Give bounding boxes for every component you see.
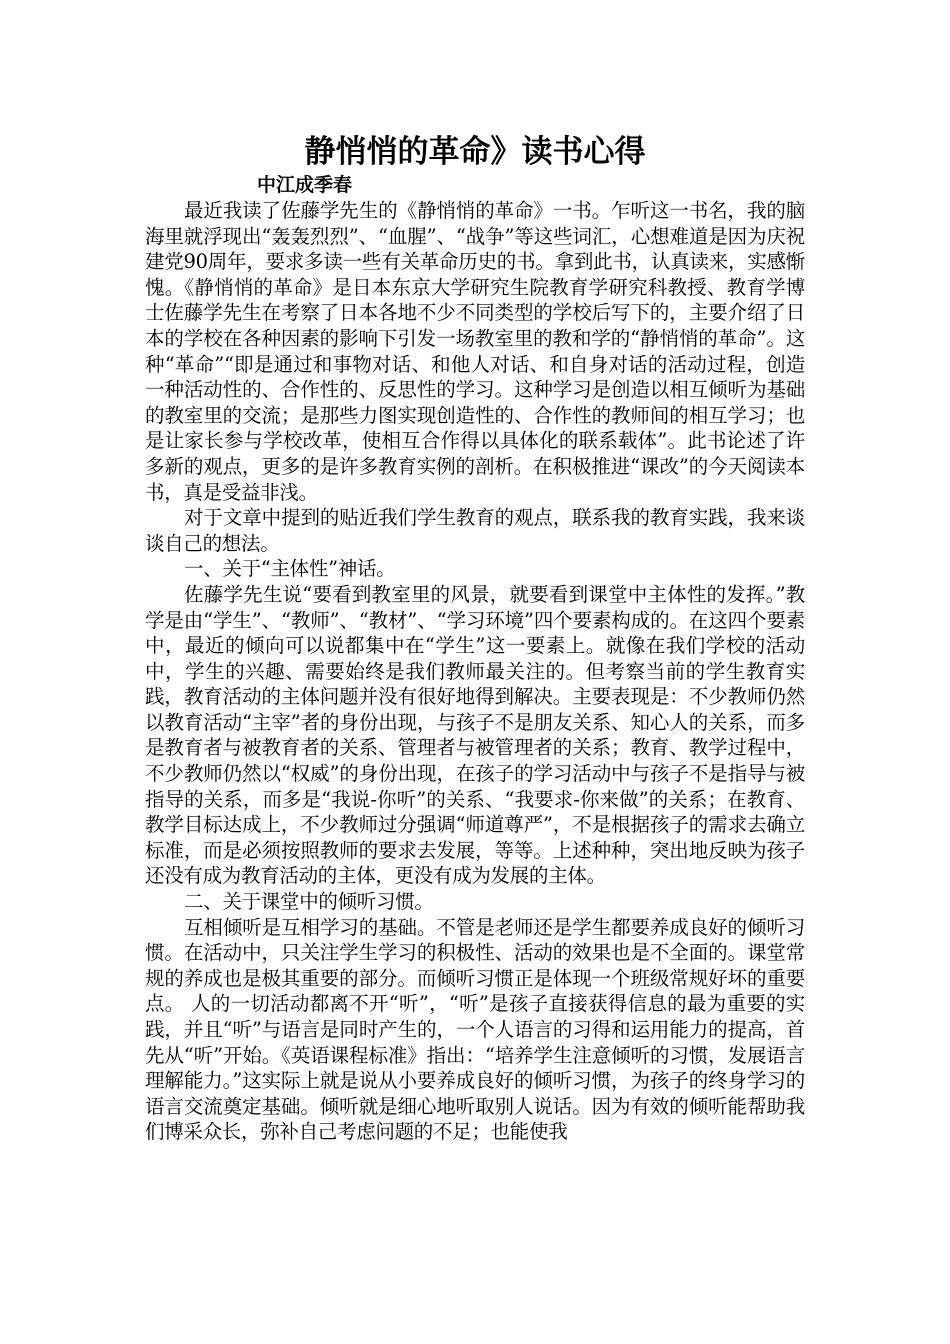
section-heading-listening: 二、关于课堂中的倾听习惯。: [184, 890, 434, 914]
paragraph-preface: 对于文章中提到的贴近我们学生教育的观点，联系我的教育实践，我来谈谈自己的想法。: [145, 506, 805, 555]
paragraph-subjectivity: 佐藤学先生说“要看到教室里的风景，就要看到课堂中主体性的发挥。”教学是由“学生”、“教师”、“教材”、“学习环境”四个要素构成的。在这四个要素中，最近的倾向可以说都集中在“学生”这一要素上。就像在我们学校的活动中，学生的兴趣、需要始终是我们教师最关注的。但考察当前的学生教育实践，教育活动的主体问题并没有很好地得到解决。主要表现是：不少教师仍然以教育活动“主宰”者的身份出现，与孩子不是朋友关系、知心人的关系，而多是教育者与被教育者的关系、管理者与被管理者的关系；教育、教学过程中，不少教师仍然以“权威”的身份出现，在孩子的学习活动中与孩子不是指导与被指导的关系，而多是“我说-你听”的关系、“我要求-你来做”的关系；在教育、教学目标达成上，不少教师过分强调“师道尊严”，不是根据孩子的需求去确立标准，而是必须按照教师的要求去发展，等等。上述种种，突出地反映为孩子还没有成为教育活动的主体，更没有成为发展的主体。: [145, 582, 805, 888]
paragraph-intro: 最近我读了佐藤学先生的《静悄悄的革命》一书。乍听这一书名，我的脑海里就浮现出“轰轰烈烈”、“血腥”、“战争”等这些词汇，心想难道是因为庆祝建党90周年，要求多读一些有关革命历史的书。拿到此书，认真读来，实感惭愧。《静悄悄的革命》是日本东京大学研究生院教育学研究科教授、教育学博士佐藤学先生在考察了日本各地不少不同类型的学校后写下的，主要介绍了日本的学校在各种因素的影响下引发一场教室里的教和学的“静悄悄的革命”。这种“革命”“即是通过和事物对话、和他人对话、和自身对话的活动过程，创造一种活动性的、合作性的、反思性的学习。这种学习是创造以相互倾听为基础的教室里的交流；是那些力图实现创造性的、合作性的教师间的相互学习；也是让家长参与学校改革，使相互合作得以具体化的联系载体”。此书论述了许多新的观点，更多的是许多教育实例的剖析。在积极推进“课改”的今天阅读本书，真是受益非浅。: [145, 199, 805, 504]
document-title: 静悄悄的革命》读书心得: [304, 134, 646, 170]
document-body: [145, 132, 805, 1145]
document-author: 中江成季春: [257, 174, 353, 196]
paragraph-listening: 互相倾听是互相学习的基础。不管是老师还是学生都要养成良好的倾听习惯。在活动中，只关注学生学习的积极性、活动的效果也是不全面的。课堂常规的养成也是极其重要的部分。而倾听习惯正是体现一个班级常规好坏的重要点。 人的一切活动都离不开“听”，“听”是孩子直接获得信息的最为重要的实践，并且“听”与语言是同时产生的，一个人语言的习得和运用能力的提高，首先从“听”开始。《英语课程标准》指出：“培养学生注意倾听的习惯，发展语言理解能力。”这实际上就是说从小要养成良好的倾听习惯，为孩子的终身学习的语言交流奠定基础。倾听就是细心地听取别人说话。因为有效的倾听能帮助我们博采众长，弥补自己考虑问题的不足；也能使我: [145, 915, 805, 1144]
section-heading-subjectivity: 一、关于“主体性”神话。: [184, 557, 396, 581]
